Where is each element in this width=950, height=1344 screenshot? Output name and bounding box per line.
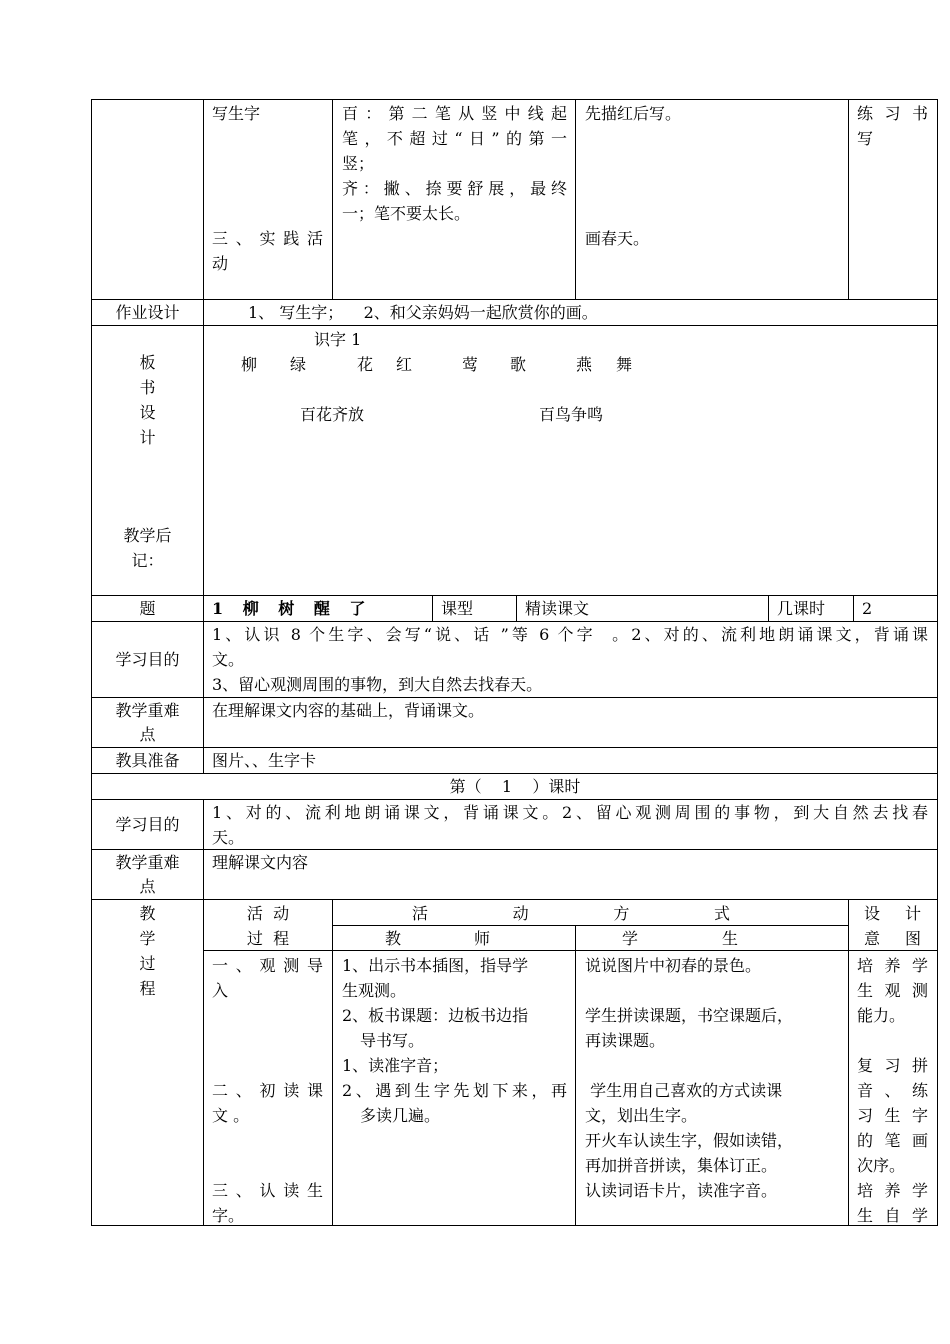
board-phrase: 百鸟争鸣 — [539, 405, 604, 424]
activity-practice-cont: 动 — [212, 254, 229, 273]
student-note: 画春天。 — [585, 229, 650, 248]
postscript-label: 记： — [131, 551, 164, 570]
period-key-label: 教学重难 — [115, 853, 180, 872]
board-word: 红 — [396, 355, 413, 374]
step-read-chars-cont: 字。 — [212, 1206, 245, 1225]
goals-line: 1、认识 8 个生字、会写“说、话 ”等 6 个字 。2、对的、流利地朗诵课文，背诵课 — [212, 625, 928, 644]
intent-step: 音、练 — [857, 1081, 928, 1100]
intent-step: 能力。 — [857, 1006, 906, 1025]
teacher-note-line: 百：第二笔从竖中线起 — [342, 104, 567, 123]
board-word: 舞 — [616, 355, 633, 374]
teacher-step: 1、读准字音； — [342, 1056, 449, 1075]
student-step: 学生拼读课题，书空课题后， — [585, 1006, 794, 1025]
student-step: 再加拼音拼读，集体订正。 — [585, 1156, 778, 1175]
period-heading: 第（ 1 ）课时 — [449, 777, 581, 796]
step-observe-cont: 入 — [212, 981, 229, 1000]
teacher-step: 2、板书课题：边板书边指 — [342, 1006, 529, 1025]
teacher-note-line: 一；笔不要太长。 — [342, 204, 471, 223]
intent-step: 生自学 — [857, 1206, 928, 1225]
step-first-read: 二、初读课 — [212, 1081, 323, 1100]
board-word: 花 — [357, 355, 374, 374]
board-word: 绿 — [290, 355, 307, 374]
key-label: 点 — [139, 725, 156, 744]
key-value: 在理解课文内容的基础上，背诵课文。 — [212, 701, 485, 720]
teacher-note-line: 竖； — [342, 154, 375, 173]
intent-step: 生观测 — [857, 981, 928, 1000]
process-label-char: 教 — [139, 904, 156, 923]
header-method: 活 动 方 式 — [412, 904, 730, 923]
type-value: 精读课文 — [525, 599, 590, 618]
teacher-step: 生观测。 — [342, 981, 407, 1000]
activity-write-chars: 写生字 — [212, 104, 261, 123]
student-step: 认读词语卡片，读准字音。 — [585, 1181, 778, 1200]
board-word: 莺 — [462, 355, 479, 374]
board-label-char: 板 — [139, 353, 156, 372]
student-step: 开火车认读生字，假如读错， — [585, 1131, 794, 1150]
goals-line: 3、留心观测周围的事物，到大自然去找春天。 — [212, 675, 543, 694]
hours-value: 2 — [862, 599, 873, 618]
teacher-note-line: 齐：撇、捺要舒展，最终 — [342, 179, 567, 198]
step-read-chars: 三、认读生 — [212, 1181, 323, 1200]
board-word: 歌 — [510, 355, 527, 374]
header-activity: 活 动 — [246, 904, 290, 923]
intent-step: 的笔画 — [857, 1131, 928, 1150]
board-title: 识字 1 — [314, 330, 362, 349]
key-label: 教学重难 — [115, 701, 180, 720]
board-word: 柳 — [241, 355, 258, 374]
process-label-char: 过 — [139, 954, 156, 973]
header-intent: 设 计 — [864, 904, 921, 923]
period-goals-line: 1、对的、流利地朗诵课文，背诵课文。2、留心观测周围的事物，到大自然去找春 — [212, 803, 928, 822]
header-intent: 意 图 — [864, 929, 921, 948]
period-key-value: 理解课文内容 — [212, 853, 309, 872]
homework-text: 1、 写生字； 2、和父亲妈妈一起欣赏你的画。 — [248, 303, 598, 322]
topic-label: 题 — [139, 599, 156, 618]
intent-step: 次序。 — [857, 1156, 906, 1175]
period-goals-label: 学习目的 — [115, 815, 180, 834]
header-teacher: 教 师 — [385, 929, 490, 948]
intent-note: 写 — [857, 129, 874, 148]
board-phrase: 百花齐放 — [300, 405, 365, 424]
period-key-label: 点 — [139, 877, 156, 896]
postscript-label: 教学后 — [123, 526, 172, 545]
student-step: 文，划出生字。 — [585, 1106, 698, 1125]
teacher-step: 多读几遍。 — [360, 1106, 441, 1125]
process-label-char: 学 — [139, 929, 156, 948]
homework-label: 作业设计 — [115, 303, 180, 322]
board-word: 燕 — [576, 355, 593, 374]
header-activity: 过 程 — [246, 929, 290, 948]
hours-label: 几课时 — [777, 599, 826, 618]
period-goals-line: 天。 — [212, 828, 245, 847]
step-first-read-cont: 文 。 — [212, 1106, 250, 1125]
tools-value: 图片、、生字卡 — [212, 751, 317, 770]
goals-line: 文。 — [212, 650, 245, 669]
student-step: 学生用自己喜欢的方式读课 — [585, 1081, 783, 1100]
process-label-char: 程 — [139, 979, 156, 998]
teacher-note-line: 笔，不超过“日”的第一 — [342, 129, 567, 148]
step-observe: 一、观测导 — [212, 956, 323, 975]
board-label-char: 书 — [139, 378, 156, 397]
goals-label: 学习目的 — [115, 650, 180, 669]
board-label-char: 计 — [139, 428, 156, 447]
activity-practice: 三、实践活 — [212, 229, 323, 248]
lesson-title: 1 柳 树 醒 了 — [212, 599, 366, 618]
intent-step: 培养学 — [857, 956, 928, 975]
intent-step: 复习拼 — [857, 1056, 928, 1075]
header-student: 学 生 — [622, 929, 738, 948]
student-step: 再读课题。 — [585, 1031, 666, 1050]
intent-step: 培养学 — [857, 1181, 928, 1200]
type-label: 课型 — [441, 599, 474, 618]
intent-step: 习生字 — [857, 1106, 928, 1125]
board-label-char: 设 — [139, 403, 156, 422]
intent-note: 练习书 — [857, 104, 928, 123]
student-step: 说说图片中初春的景色。 — [585, 956, 762, 975]
tools-label: 教具准备 — [115, 751, 180, 770]
teacher-step: 1、出示书本插图，指导学 — [342, 956, 529, 975]
student-note: 先描红后写。 — [585, 104, 682, 123]
teacher-step: 2、遇到生字先划下来，再 — [342, 1081, 567, 1100]
teacher-step: 导书写。 — [360, 1031, 425, 1050]
